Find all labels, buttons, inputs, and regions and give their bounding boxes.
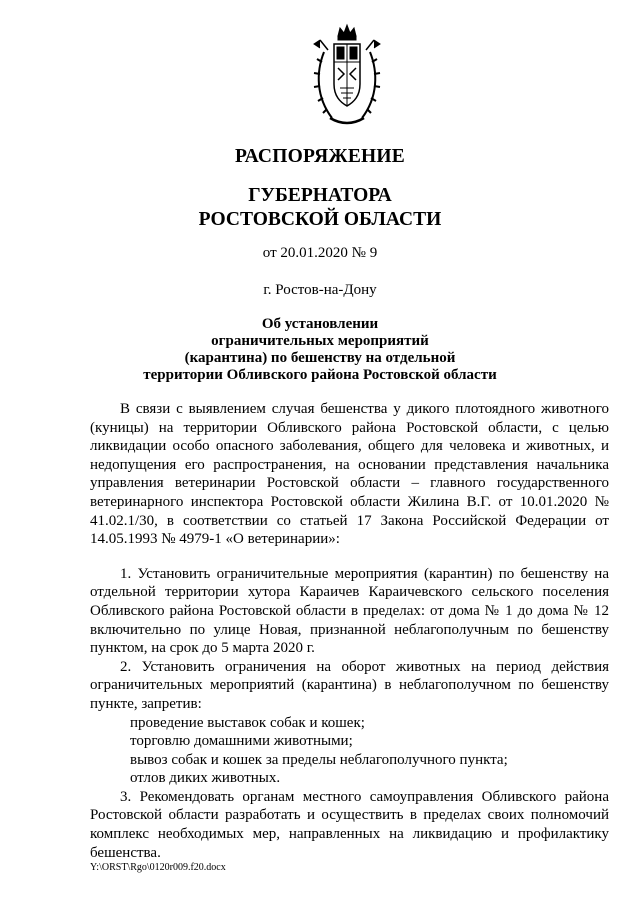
subject-line: (карантина) по бешенству на отдельной xyxy=(184,350,456,366)
preamble-paragraph: В связи с выявлением случая бешенства у дикого плотоядного животного (куницы) на территории Обливского района Ростовской области, с целью ликвидации особо опасного заболевания, общего для человека и животных, и недопущения его распространения, на основании представления начальника управления ветеринарии Ростовской области – главного государственного ветеринарного инспектора Ростовской области Жилина В.Г. от 10.01.2020 № 41.02.1/30, в соответствии со статьей 17 Закона Российской Федерации от 14.05.1993 № 4979-1 «О ветеринарии»: xyxy=(90,401,609,548)
document-type-heading: РАСПОРЯЖЕНИЕ xyxy=(235,146,405,167)
list-item: вывоз собак и кошек за пределы неблагополучного пункта; xyxy=(130,751,508,768)
subject-line: территории Обливского района Ростовской области xyxy=(143,367,497,383)
issuer-line-1: ГУБЕРНАТОРА xyxy=(248,185,392,206)
subject-line: Об установлении xyxy=(261,316,379,332)
issuer-heading xyxy=(0,184,640,232)
item-2-paragraph: 2. Установить ограничения на оборот животных на период действия ограничительных мероприятий (карантина) в неблагополучном по бешенству пункте, запретив: xyxy=(90,658,609,712)
city: г. Ростов-на-Дону xyxy=(263,282,377,298)
issuer-line-2: РОСТОВСКОЙ ОБЛАСТИ xyxy=(198,209,442,230)
coat-of-arms-emblem xyxy=(310,22,384,130)
date-number: от 20.01.2020 № 9 xyxy=(262,245,378,261)
subject-line: ограничительных мероприятий xyxy=(211,333,429,349)
item-3-paragraph: 3. Рекомендовать органам местного самоуправления Обливского района Ростовской области разработать и осуществить в пределах своих полномочий комплекс необходимых мер, направленных на ликвидацию и профилактику бешенства. xyxy=(90,788,609,861)
item-1-paragraph: 1. Установить ограничительные мероприятия (карантин) по бешенству на отдельной территории хутора Караичев Караичевского сельского поселения Обливского района Ростовской области в пределах: от дома № 1 до дома № 12 включительно по улице Новая, признанной неблагополучным по бешенству пунктом, на срок до 5 марта 2020 г. xyxy=(90,565,609,657)
file-path-footer: Y:\ORST\Rgo\0120r009.f20.docx xyxy=(90,862,226,873)
list-item: торговлю домашними животными; xyxy=(130,733,353,750)
document-subject xyxy=(0,316,640,384)
document-body xyxy=(90,400,609,862)
list-item: проведение выставок собак и кошек; xyxy=(130,714,365,731)
list-item: отлов диких животных. xyxy=(130,770,281,787)
